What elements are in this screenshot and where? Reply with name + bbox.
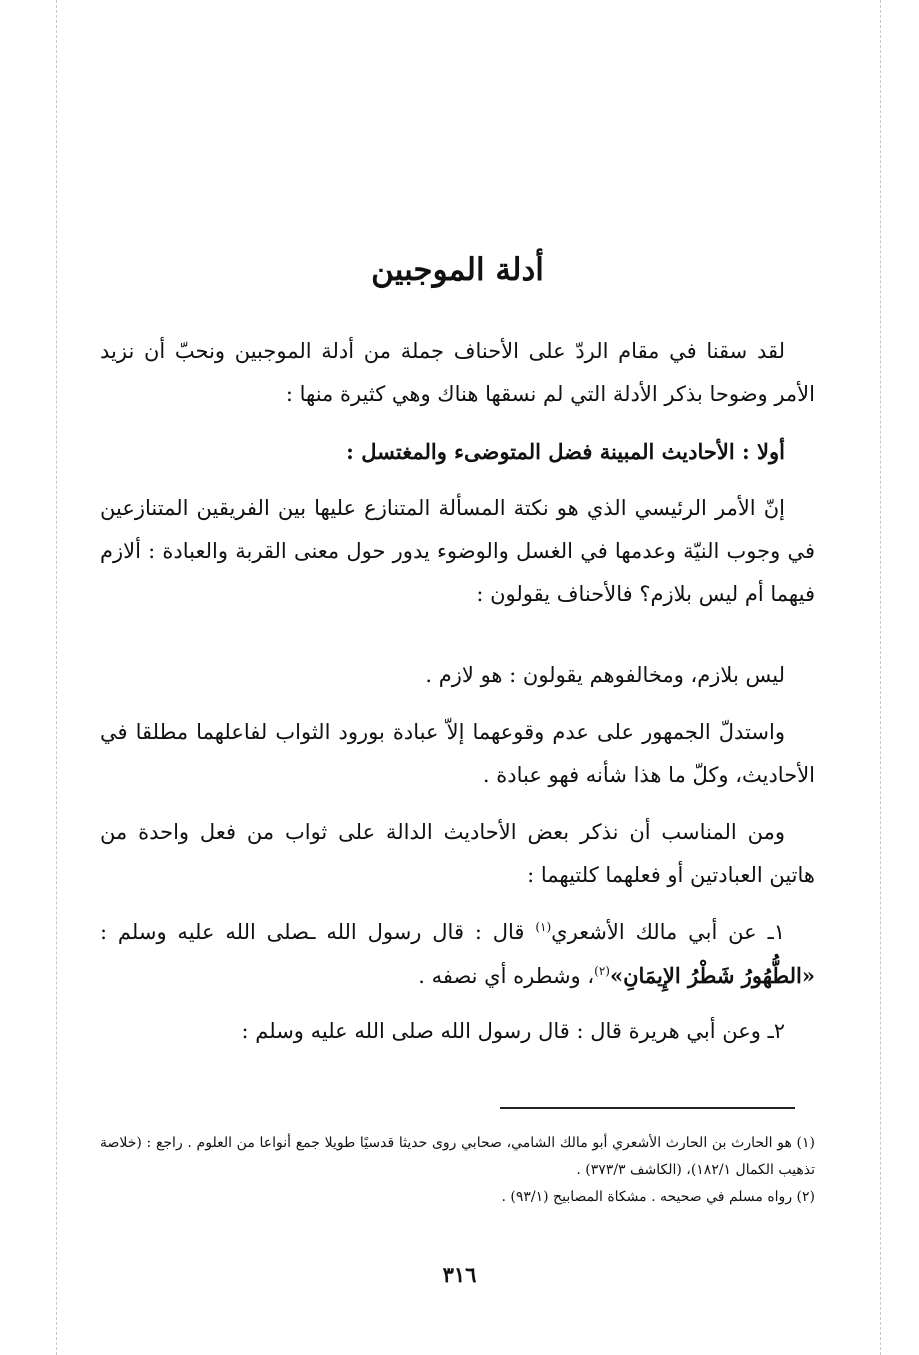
paragraph-main-issue: إنّ الأمر الرئيسي الذي هو نكتة المسألة المتنازع عليها بين الفريقين المتنازعين في وجوب النيّة وعدمها في الغسل والوضوء يدور حول معنى القربة والعبادة : ألازم فيهما أم ليس بلازم؟ فالأحناف يقولون : <box>100 496 815 607</box>
footnote-separator <box>500 1107 795 1109</box>
hadith-text: «الطُّهُورُ شَطْرُ الإِيمَانِ» <box>609 963 815 989</box>
paragraph-appropriate: ومن المناسب أن نذكر بعض الأحاديث الدالة على ثواب من فعل واحدة من هاتين العبادتين أو فعلهما كلتيهما : <box>100 820 815 888</box>
hadith-narrator: عن أبي مالك الأشعري <box>551 920 757 945</box>
footnote-1: (١) هو الحارث بن الحارث الأشعري أبو مالك الشامي، صحابي روى حديثا قدسيًا طويلا جمع أنواعا من العلوم . راجع : (خلاصة تذهيب الكمال ١٨٢/١)، (الكاشف ٣٧٣/٣) . <box>100 1135 815 1178</box>
page-body <box>100 250 815 1065</box>
page-number: ٣١٦ <box>442 1262 477 1287</box>
hadith-narrator: وعن أبي هريرة قال : قال رسول الله صلى الله عليه وسلم : <box>241 1019 761 1044</box>
footnotes <box>100 1130 815 1211</box>
hadith-number: ٢ـ <box>767 1019 785 1044</box>
paragraph-jumhur: واستدلّ الجمهور على عدم وقوعهما إلاّ عبادة بورود الثواب لفاعلهما مطلقا في الأحاديث، وكلّ ما هذا شأنه فهو عبادة . <box>100 720 815 788</box>
paragraph-intro: لقد سقنا في مقام الردّ على الأحناف جملة من أدلة الموجبين ونحبّ أن نزيد الأمر وضوحا بذكر الأدلة التي لم نسقها هناك وهي كثيرة منها : <box>100 339 815 407</box>
footnote-ref[interactable]: (٢) <box>594 964 610 979</box>
hadith-item-1 <box>100 911 815 998</box>
section-heading-first: أولا : الأحاديث المبينة فضل المتوضىء والمغتسل : <box>346 439 785 465</box>
paragraph-positions: ليس بلازم، ومخالفوهم يقولون : هو لازم . <box>425 663 785 688</box>
footnote-ref[interactable]: (١) <box>535 920 552 935</box>
scan-edge-right <box>880 0 881 1355</box>
hadith-number: ١ـ <box>767 920 785 945</box>
footnote-2: (٢) رواه مسلم في صحيحه . مشكاة المصابيح (٩٣/١) . <box>501 1189 815 1205</box>
hadith-comment: ، وشطره أي نصفه . <box>418 964 595 989</box>
paragraph-gap <box>100 630 815 654</box>
page-title: أدلة الموجبين <box>371 252 544 288</box>
hadith-item-2 <box>100 1010 815 1053</box>
scan-edge-left <box>56 0 57 1355</box>
hadith-saying-intro: قال : قال رسول الله ـصلى الله عليه وسلم : <box>100 920 525 945</box>
